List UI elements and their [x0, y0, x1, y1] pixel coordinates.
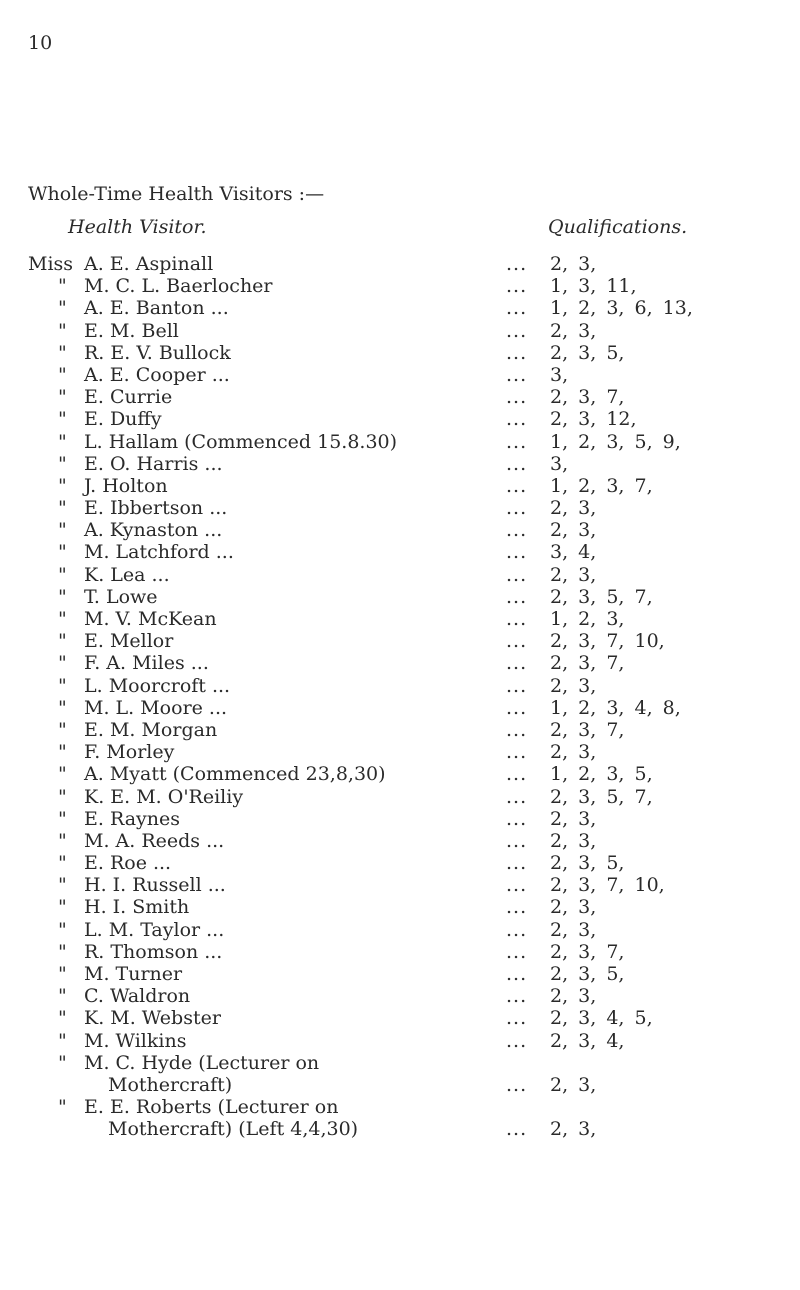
- leader-dots: ...: [506, 297, 528, 320]
- visitor-row: [28, 297, 800, 319]
- qualifications: 2, 3,: [550, 1118, 597, 1141]
- row-prefix: ": [58, 497, 67, 520]
- leader-dots: ...: [506, 1007, 528, 1030]
- leader-dots: ...: [506, 408, 528, 431]
- qualifications: 2, 3,: [550, 985, 597, 1008]
- visitor-name: K. M. Webster: [84, 1007, 221, 1030]
- visitor-name: A. E. Aspinall: [84, 253, 214, 275]
- leader-dots: ...: [506, 874, 528, 897]
- visitor-row: [28, 320, 800, 342]
- row-prefix: ": [58, 940, 67, 963]
- qualifications: 3,: [550, 452, 569, 475]
- row-prefix: ": [58, 275, 67, 298]
- leader-dots: ...: [506, 829, 528, 852]
- row-prefix: ": [58, 319, 67, 342]
- row-prefix: ": [58, 1051, 67, 1074]
- visitor-name: M. C. Hyde (Lecturer on: [84, 1051, 320, 1074]
- leader-dots: ...: [506, 1029, 528, 1052]
- qualifications: 2, 3,: [550, 319, 597, 342]
- visitor-row: [28, 652, 800, 674]
- visitor-row: [28, 963, 800, 985]
- leader-dots: ...: [506, 563, 528, 586]
- visitor-name: E. O. Harris ...: [84, 452, 223, 475]
- qualifications: 1, 3, 11,: [550, 275, 637, 298]
- visitor-row: [28, 475, 800, 497]
- row-prefix: ": [58, 696, 67, 719]
- qualifications: 2, 3, 7, 10,: [550, 630, 665, 653]
- visitor-row: [28, 1007, 800, 1029]
- leader-dots: ...: [506, 741, 528, 764]
- qualifications: 2, 3, 7, 10,: [550, 874, 665, 897]
- row-prefix: ": [58, 874, 67, 897]
- leader-dots: ...: [506, 386, 528, 409]
- visitor-name: M. A. Reeds ...: [84, 829, 225, 852]
- leader-dots: ...: [506, 1073, 528, 1096]
- visitor-name: E. M. Bell: [84, 319, 179, 342]
- row-prefix: ": [58, 718, 67, 741]
- row-prefix: ": [58, 408, 67, 431]
- column-header-qualifications: Qualifications.: [548, 216, 688, 238]
- visitor-row: [28, 453, 800, 475]
- leader-dots: ...: [506, 763, 528, 786]
- visitor-name: E. E. Roberts (Lecturer on: [84, 1096, 339, 1119]
- leader-dots: ...: [506, 696, 528, 719]
- qualifications: 1, 2, 3, 4, 8,: [550, 696, 681, 719]
- visitor-name: E. Raynes: [84, 807, 180, 830]
- qualifications: 2, 3,: [550, 563, 597, 586]
- visitor-row: [28, 919, 800, 941]
- leader-dots: ...: [506, 652, 528, 675]
- visitor-row: [28, 786, 800, 808]
- qualifications: 1, 2, 3,: [550, 608, 625, 630]
- row-prefix: ": [58, 452, 67, 475]
- visitor-row: [28, 896, 800, 918]
- row-prefix: ": [58, 630, 67, 653]
- leader-dots: ...: [506, 253, 528, 275]
- visitor-name: R. E. V. Bullock: [84, 341, 231, 364]
- qualifications: 2, 3, 5,: [550, 963, 625, 985]
- visitor-row: [28, 497, 800, 519]
- row-prefix: ": [58, 829, 67, 852]
- row-prefix: ": [58, 386, 67, 409]
- page-number: 10: [28, 32, 53, 54]
- row-prefix: Miss: [28, 253, 74, 275]
- qualifications: 2, 3, 5,: [550, 852, 625, 875]
- qualifications: 2, 3,: [550, 1073, 597, 1096]
- visitor-row: [28, 386, 800, 408]
- visitor-row: [28, 1096, 800, 1118]
- row-prefix: ": [58, 585, 67, 608]
- qualifications: 2, 3,: [550, 497, 597, 520]
- visitor-row: [28, 586, 800, 608]
- column-header-visitor: Health Visitor.: [68, 216, 207, 238]
- leader-dots: ...: [506, 497, 528, 520]
- row-prefix: ": [58, 807, 67, 830]
- qualifications: 1, 2, 3, 5,: [550, 763, 653, 786]
- qualifications: 2, 3, 5, 7,: [550, 585, 653, 608]
- visitor-name: L. Hallam (Commenced 15.8.30): [84, 430, 398, 453]
- qualifications: 1, 2, 3, 5, 9,: [550, 430, 681, 453]
- leader-dots: ...: [506, 785, 528, 808]
- leader-dots: ...: [506, 363, 528, 386]
- row-prefix: ": [58, 608, 67, 630]
- leader-dots: ...: [506, 474, 528, 497]
- leader-dots: ...: [506, 319, 528, 342]
- leader-dots: ...: [506, 585, 528, 608]
- visitor-name: Mothercraft) (Left 4,4,30): [108, 1118, 359, 1141]
- qualifications: 2, 3, 7,: [550, 940, 625, 963]
- visitor-name: Mothercraft): [108, 1073, 233, 1096]
- row-prefix: ": [58, 474, 67, 497]
- visitor-name: K. Lea ...: [84, 563, 170, 586]
- visitor-row: [28, 941, 800, 963]
- row-prefix: ": [58, 563, 67, 586]
- visitor-row: [28, 985, 800, 1007]
- leader-dots: ...: [506, 630, 528, 653]
- qualifications: 1, 2, 3, 6, 13,: [550, 297, 693, 320]
- visitor-name: F. Morley: [84, 741, 175, 764]
- qualifications: 3,: [550, 363, 569, 386]
- section-heading: Whole-Time Health Visitors :—: [28, 183, 325, 205]
- visitor-name: H. I. Russell ...: [84, 874, 226, 897]
- visitor-name: M. L. Moore ...: [84, 696, 228, 719]
- qualifications: 1, 2, 3, 7,: [550, 474, 653, 497]
- row-prefix: ": [58, 1096, 67, 1119]
- visitor-name: E. Mellor: [84, 630, 174, 653]
- visitor-row: [28, 275, 800, 297]
- visitor-name: T. Lowe: [84, 585, 158, 608]
- qualifications: 2, 3,: [550, 896, 597, 919]
- qualifications: 2, 3, 7,: [550, 386, 625, 409]
- visitor-row: [28, 342, 800, 364]
- visitor-row: [28, 564, 800, 586]
- row-prefix: ": [58, 785, 67, 808]
- visitor-name: M. Wilkins: [84, 1029, 187, 1052]
- row-prefix: ": [58, 741, 67, 764]
- leader-dots: ...: [506, 608, 528, 630]
- row-prefix: ": [58, 363, 67, 386]
- qualifications: 2, 3,: [550, 253, 597, 275]
- visitor-row: [28, 697, 800, 719]
- visitor-name: M. V. McKean: [84, 608, 217, 630]
- qualifications: 2, 3,: [550, 918, 597, 941]
- visitor-row: [28, 253, 800, 275]
- leader-dots: ...: [506, 430, 528, 453]
- visitor-name: L. Moorcroft ...: [84, 674, 231, 697]
- visitor-name: E. Duffy: [84, 408, 162, 431]
- visitor-row: [28, 630, 800, 652]
- qualifications: 2, 3,: [550, 519, 597, 542]
- leader-dots: ...: [506, 852, 528, 875]
- visitor-row: [28, 1118, 800, 1140]
- visitor-name: E. M. Morgan: [84, 718, 218, 741]
- qualifications: 3, 4,: [550, 541, 597, 564]
- visitor-row: [28, 541, 800, 563]
- visitor-row: [28, 719, 800, 741]
- visitor-row: [28, 364, 800, 386]
- row-prefix: ": [58, 297, 67, 320]
- visitor-name: M. C. L. Baerlocher: [84, 275, 273, 298]
- qualifications: 2, 3,: [550, 829, 597, 852]
- qualifications: 2, 3, 7,: [550, 652, 625, 675]
- row-prefix: ": [58, 763, 67, 786]
- visitor-row: [28, 431, 800, 453]
- leader-dots: ...: [506, 718, 528, 741]
- row-prefix: ": [58, 1007, 67, 1030]
- leader-dots: ...: [506, 963, 528, 985]
- visitor-row: [28, 1030, 800, 1052]
- visitor-name: M. Latchford ...: [84, 541, 234, 564]
- qualifications: 2, 3, 7,: [550, 718, 625, 741]
- qualifications: 2, 3,: [550, 741, 597, 764]
- visitor-list: [28, 253, 800, 1141]
- leader-dots: ...: [506, 918, 528, 941]
- leader-dots: ...: [506, 985, 528, 1008]
- row-prefix: ": [58, 519, 67, 542]
- visitor-name: A. E. Cooper ...: [84, 363, 230, 386]
- visitor-name: F. A. Miles ...: [84, 652, 209, 675]
- leader-dots: ...: [506, 896, 528, 919]
- leader-dots: ...: [506, 807, 528, 830]
- visitor-row: [28, 1052, 800, 1074]
- row-prefix: ": [58, 985, 67, 1008]
- leader-dots: ...: [506, 452, 528, 475]
- leader-dots: ...: [506, 341, 528, 364]
- leader-dots: ...: [506, 1118, 528, 1141]
- leader-dots: ...: [506, 275, 528, 298]
- visitor-name: R. Thomson ...: [84, 940, 223, 963]
- visitor-name: J. Holton: [84, 474, 168, 497]
- visitor-name: E. Ibbertson ...: [84, 497, 228, 520]
- row-prefix: ": [58, 430, 67, 453]
- visitor-name: E. Roe ...: [84, 852, 172, 875]
- row-prefix: ": [58, 1029, 67, 1052]
- visitor-row: [28, 808, 800, 830]
- leader-dots: ...: [506, 674, 528, 697]
- leader-dots: ...: [506, 541, 528, 564]
- visitor-name: H. I. Smith: [84, 896, 190, 919]
- visitor-name: A. E. Banton ...: [84, 297, 229, 320]
- qualifications: 2, 3,: [550, 807, 597, 830]
- leader-dots: ...: [506, 519, 528, 542]
- row-prefix: ": [58, 852, 67, 875]
- row-prefix: ": [58, 918, 67, 941]
- visitor-row: [28, 608, 800, 630]
- visitor-row: [28, 675, 800, 697]
- visitor-row: [28, 1074, 800, 1096]
- row-prefix: ": [58, 896, 67, 919]
- visitor-row: [28, 741, 800, 763]
- leader-dots: ...: [506, 940, 528, 963]
- visitor-name: L. M. Taylor ...: [84, 918, 225, 941]
- qualifications: 2, 3,: [550, 674, 597, 697]
- visitor-row: [28, 874, 800, 896]
- qualifications: 2, 3, 12,: [550, 408, 637, 431]
- row-prefix: ": [58, 674, 67, 697]
- visitor-row: [28, 408, 800, 430]
- row-prefix: ": [58, 963, 67, 985]
- visitor-name: A. Myatt (Commenced 23,8,30): [84, 763, 386, 786]
- row-prefix: ": [58, 541, 67, 564]
- qualifications: 2, 3, 5, 7,: [550, 785, 653, 808]
- visitor-name: C. Waldron: [84, 985, 191, 1008]
- visitor-row: [28, 519, 800, 541]
- visitor-name: M. Turner: [84, 963, 183, 985]
- qualifications: 2, 3, 4,: [550, 1029, 625, 1052]
- visitor-name: K. E. M. O'Reiliy: [84, 785, 244, 808]
- visitor-row: [28, 852, 800, 874]
- qualifications: 2, 3, 4, 5,: [550, 1007, 653, 1030]
- visitor-name: E. Currie: [84, 386, 173, 409]
- visitor-row: [28, 763, 800, 785]
- visitor-row: [28, 830, 800, 852]
- visitor-name: A. Kynaston ...: [84, 519, 223, 542]
- row-prefix: ": [58, 341, 67, 364]
- qualifications: 2, 3, 5,: [550, 341, 625, 364]
- row-prefix: ": [58, 652, 67, 675]
